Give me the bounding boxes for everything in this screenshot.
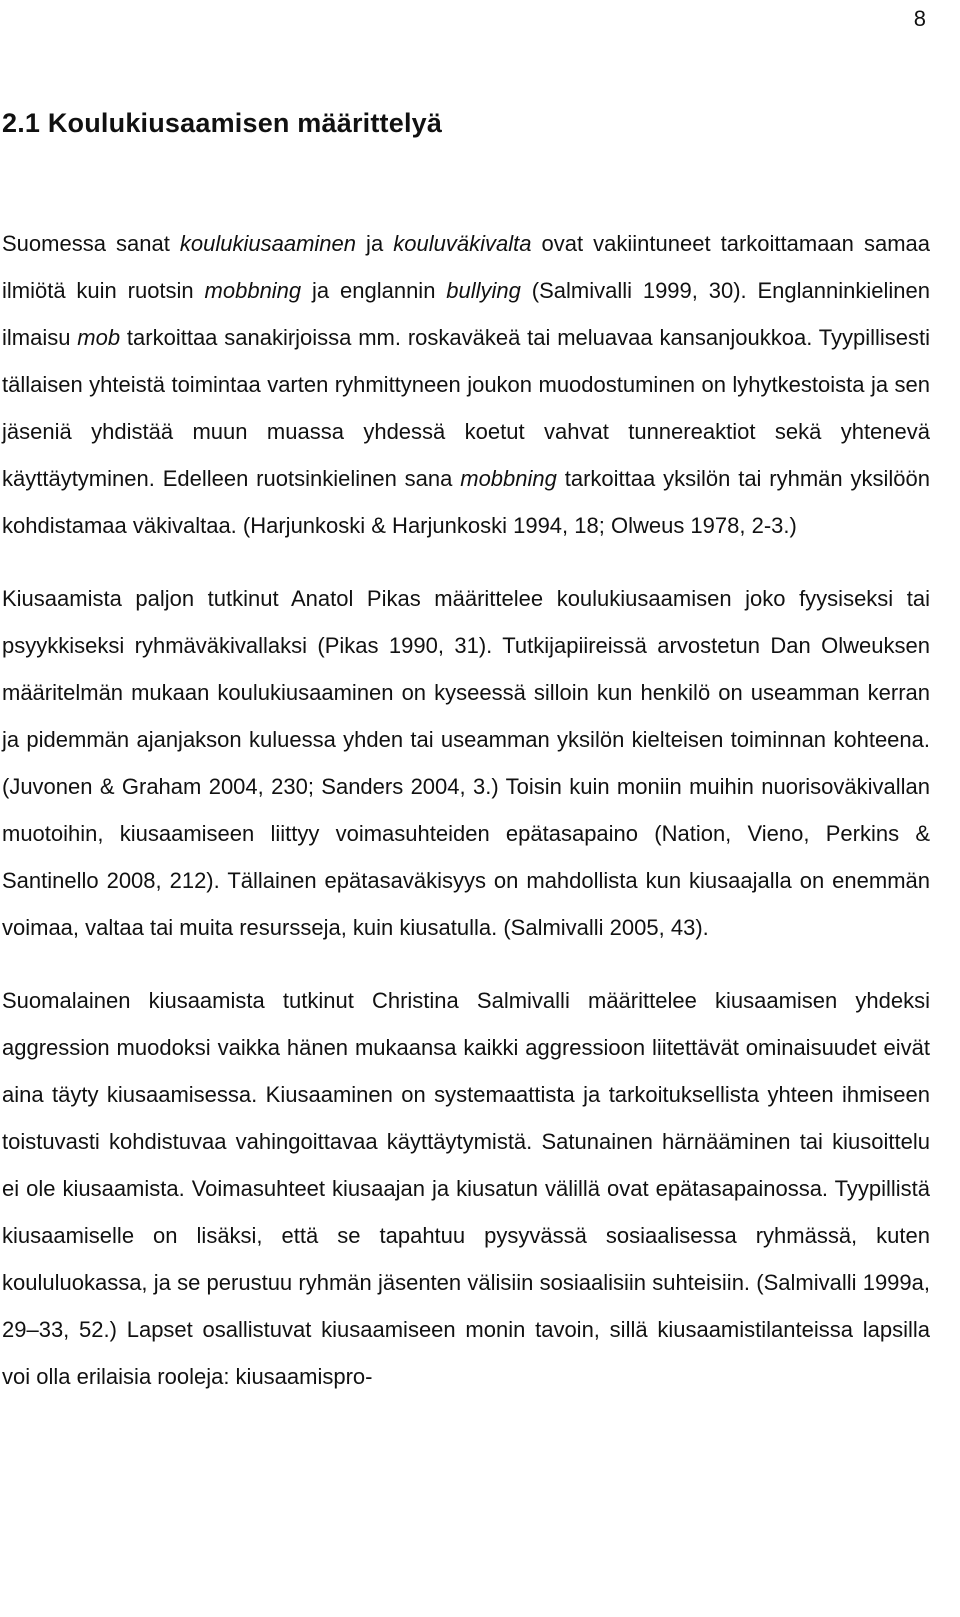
text-run: (Salmivalli 1999, 30). Englanninkielinen ilmaisu <box>2 278 930 350</box>
text-run: Suomessa sanat <box>2 231 180 256</box>
paragraph-2 <box>2 575 930 951</box>
italic-term: koulukiusaaminen <box>179 231 356 256</box>
text-run: ja <box>356 231 394 256</box>
italic-term: kouluväkivalta <box>393 231 532 256</box>
page-number: 8 <box>913 6 926 31</box>
text-run: Suomalainen kiusaamista tutkinut Christina Salmivalli määrittelee kiusaamisen yhdeksi aggression muodoksi vaikka hänen mukaansa kaikki aggressioon liitettävät ominaisuudet eivät aina täyty kiusaamisessa. Kiusaaminen on systemaattista ja tarkoituksellista yhteen ihmiseen toistuvasti kohdistuvaa vahingoittavaa käyttäytymistä. Satunainen härnääminen tai kiusoittelu ei ole kiusaamista. Voimasuhteet kiusaajan ja kiusatun välillä ovat epätasapainossa. Tyypillistä kiusaamiselle on lisäksi, että se tapahtuu pysyvässä sosiaalisessa ryhmässä, kuten koululuokassa, ja se perustuu ryhmän jäsenten välisiin sosiaalisiin suhteisiin. (Salmivalli 1999a, 29–33, 52.) Lapset osallistuvat kiusaamiseen monin tavoin, sillä kiusaamistilanteissa lapsilla voi olla erilaisia rooleja: kiusaamispro- <box>2 988 930 1389</box>
paragraph-3 <box>2 977 930 1400</box>
text-run: tarkoittaa yksilön tai ryhmän yksilöön kohdistamaa väkivaltaa. (Harjunkoski & Harjunkoski 1994, 18; Olweus 1978, 2-3.) <box>2 466 930 538</box>
italic-term: mob <box>77 325 121 350</box>
section-title: 2.1 Koulukiusaamisen määrittelyä <box>2 108 443 138</box>
text-run: tarkoittaa sanakirjoissa mm. roskaväkeä tai meluavaa kansanjoukkoa. Tyypillisesti tällaisen yhteistä toimintaa varten ryhmittyneen joukon muodostuminen on lyhytkestoista ja sen jäseniä yhdistää muun muassa yhdessä koetut vahvat tunnereaktiot sekä yhtenevä käyttäytyminen. Edelleen ruotsinkielinen sana <box>2 325 930 491</box>
text-run: Kiusaamista paljon tutkinut Anatol Pikas määrittelee koulukiusaamisen joko fyysiseksi tai psyykkiseksi ryhmäväkivallaksi (Pikas 1990, 31). Tutkijapiireissä arvostetun Dan Olweuksen määritelmän mukaan koulukiusaaminen on kyseessä silloin kun henkilö on useamman kerran ja pidemmän ajanjakson kuluessa yhden tai useamman yksilön kielteisen toiminnan kohteena. (Juvonen & Graham 2004, 230; Sanders 2004, 3.) Toisin kuin moniin muihin nuorisoväkivallan muotoihin, kiusaamiseen liittyy voimasuhteiden epätasapaino (Nation, Vieno, Perkins & Santinello 2008, 212). Tällainen epätasaväkisyys on mahdollista kun kiusaajalla on enemmän voimaa, valtaa tai muita resursseja, kuin kiusatulla. (Salmivalli 2005, 43). <box>2 586 930 940</box>
paragraph-1 <box>2 220 930 549</box>
text-run: ovat vakiintuneet tarkoittamaan samaa ilmiötä kuin ruotsin <box>2 231 930 303</box>
italic-term: mobbning <box>460 466 557 491</box>
text-run: ja englannin <box>301 278 447 303</box>
italic-term: bullying <box>446 278 521 303</box>
italic-term: mobbning <box>204 278 302 303</box>
body-text <box>2 220 930 1426</box>
